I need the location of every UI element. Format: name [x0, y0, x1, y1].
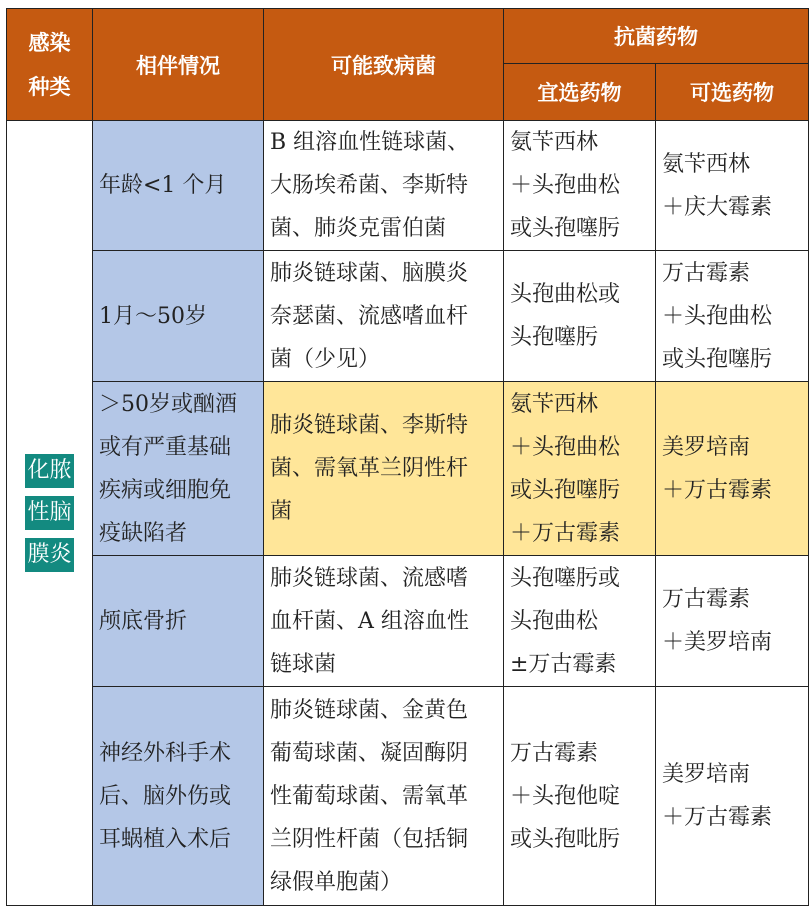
- pathogens-line: 性葡萄球菌、需氧革: [270, 783, 469, 809]
- preferred-cell: [504, 121, 656, 251]
- alternative-line: ＋头孢曲松: [662, 303, 773, 329]
- condition-cell: [93, 556, 264, 687]
- alternative-line: 美罗培南: [662, 434, 751, 460]
- preferred-line: 头孢曲松: [510, 608, 599, 634]
- alternative-cell: [656, 382, 809, 556]
- header-preferred: 宜选药物: [504, 64, 656, 121]
- header-alternative: 可选药物: [656, 64, 809, 121]
- header-text: 种类: [28, 74, 71, 99]
- condition-line: 疫缺陷者: [99, 520, 188, 546]
- pathogens-line: 链球菌: [270, 651, 337, 677]
- alternative-line: 万古霉素: [662, 260, 751, 286]
- preferred-line: ＋头孢曲松: [510, 434, 621, 460]
- preferred-line: 氨苄西林: [510, 391, 599, 417]
- pathogens-line: 肺炎链球菌、脑膜炎: [270, 260, 469, 286]
- table-row: [7, 121, 809, 251]
- condition-cell: [93, 382, 264, 556]
- header-pathogens: 可能致病菌: [264, 9, 504, 121]
- preferred-line: 氨苄西林: [510, 130, 599, 155]
- pathogens-line: B 组溶血性链球菌、: [270, 130, 470, 155]
- table-row: [7, 687, 809, 906]
- preferred-cell: [504, 687, 656, 906]
- meningitis-antibiotic-table: [6, 8, 809, 906]
- condition-line: 耳蜗植入术后: [99, 826, 232, 852]
- pathogens-line: 奈瑟菌、流感嗜血杆: [270, 303, 469, 329]
- pathogens-cell: [264, 251, 504, 382]
- infection-type-tag: 膜炎: [25, 538, 73, 572]
- preferred-line: 或头孢噻肟: [510, 216, 621, 241]
- pathogens-line: 肺炎链球菌、流感嗜: [270, 565, 469, 591]
- pathogens-cell: [264, 121, 504, 251]
- pathogens-line: 绿假单胞菌）: [270, 869, 403, 895]
- condition-cell: [93, 687, 264, 906]
- condition-line: 年龄<1 个月: [99, 173, 227, 198]
- header-text: 感染: [28, 30, 71, 55]
- alternative-cell: [656, 121, 809, 251]
- pathogens-cell: [264, 556, 504, 687]
- preferred-line: 或头孢吡肟: [510, 826, 621, 852]
- condition-cell: [93, 251, 264, 382]
- header-antibiotics: 抗菌药物: [504, 9, 809, 64]
- preferred-line: 头孢噻肟或: [510, 565, 621, 591]
- alternative-line: 万古霉素: [662, 587, 751, 612]
- header-infection-type: [7, 9, 93, 121]
- header-condition: 相伴情况: [93, 9, 264, 121]
- pathogens-line: 肺炎链球菌、金黄色: [270, 697, 469, 723]
- pathogens-line: 兰阴性杆菌（包括铜: [270, 826, 469, 852]
- condition-line: 疾病或细胞免: [99, 477, 232, 503]
- preferred-line: 头孢噻肟: [510, 325, 599, 350]
- preferred-cell: [504, 556, 656, 687]
- alternative-cell: [656, 687, 809, 906]
- preferred-line: ＋头孢他啶: [510, 783, 621, 809]
- alternative-line: ＋万古霉素: [662, 477, 773, 503]
- pathogens-cell: [264, 382, 504, 556]
- table-row: [7, 382, 809, 556]
- pathogens-line: 血杆菌、A 组溶血性: [270, 608, 469, 634]
- alternative-cell: [656, 556, 809, 687]
- pathogens-line: 菌、需氧革兰阴性杆: [270, 456, 469, 481]
- preferred-line: 万古霉素: [510, 740, 599, 766]
- alternative-line: 或头孢噻肟: [662, 346, 773, 372]
- table-row: [7, 251, 809, 382]
- pathogens-line: 菌: [270, 499, 293, 524]
- infection-type-tag: 性脑: [25, 496, 73, 530]
- preferred-line: ±万古霉素: [510, 651, 617, 677]
- infection-type-tag: 化脓: [25, 454, 73, 488]
- condition-line: 1月～50岁: [99, 303, 207, 329]
- condition-line: 或有严重基础: [99, 434, 232, 460]
- table-row: [7, 556, 809, 687]
- alternative-line: 氨苄西林: [662, 151, 751, 177]
- condition-line: 后、脑外伤或: [99, 783, 232, 809]
- alternative-line: ＋美罗培南: [662, 630, 773, 655]
- condition-line: ＞50岁或酗酒: [99, 391, 237, 417]
- alternative-line: ＋万古霉素: [662, 805, 773, 830]
- pathogens-line: 大肠埃希菌、李斯特: [270, 173, 469, 198]
- condition-line: 神经外科手术: [99, 740, 232, 766]
- pathogens-line: 菌、肺炎克雷伯菌: [270, 216, 447, 241]
- preferred-line: 或头孢噻肟: [510, 477, 621, 503]
- condition-line: 颅底骨折: [99, 608, 188, 634]
- preferred-cell: [504, 382, 656, 556]
- pathogens-line: 葡萄球菌、凝固酶阴: [270, 740, 469, 766]
- infection-type-cell: [7, 121, 93, 906]
- preferred-line: ＋万古霉素: [510, 520, 621, 546]
- preferred-line: 头孢曲松或: [510, 282, 621, 307]
- pathogens-line: 肺炎链球菌、李斯特: [270, 413, 469, 438]
- preferred-line: ＋头孢曲松: [510, 173, 621, 198]
- pathogens-line: 菌（少见）: [270, 346, 381, 372]
- pathogens-cell: [264, 687, 504, 906]
- condition-cell: [93, 121, 264, 251]
- alternative-line: 美罗培南: [662, 762, 751, 787]
- preferred-cell: [504, 251, 656, 382]
- alternative-line: ＋庆大霉素: [662, 194, 773, 220]
- alternative-cell: [656, 251, 809, 382]
